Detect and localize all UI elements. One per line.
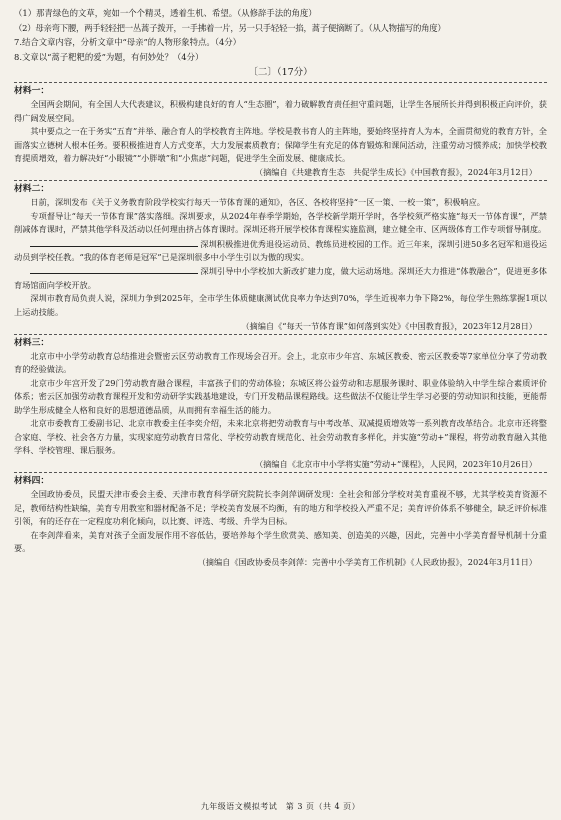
question-6-1: （1）那青绿色的文草，宛如一个个精灵，透着生机、希望。（从修辞手法的角度） <box>14 8 317 18</box>
material-2-paragraph: 专项督导让“每天一节体育课”落实落细。深圳要求，从2024年春季学期始，各学校新学期开学时，各学校须严格实施“每天一节体育课”，严禁削减体育课时，严禁其他学科及活动以任何理由挤占体育课时。深圳还将开展学校体育课程实施监测，建立健全市、区两级体育工作专项督导制度。 <box>14 210 547 235</box>
material-3-paragraph: 北京市少年宫开发了29门劳动教育融合课程，丰富孩子们的劳动体验；东城区将公益劳动和志愿服务课时、职业体验纳入中学生综合素质评价体系；密云区加强劳动教育课程开发和劳动研学实践基地建设，专门开发精品课程路线。这些做法不仅能让学生学习必要的劳动知识和技能，更能帮助学生形成健全人格和良好的思想道德品质，从而拥有幸福生活的能力。 <box>14 377 547 415</box>
divider <box>14 180 547 181</box>
material-1-source: （摘编自《共建教育生态 共促学生成长》《中国教育报》，2024年3月12日） <box>254 167 537 178</box>
material-2-blank-paragraph <box>14 264 547 292</box>
material-4 <box>14 474 547 569</box>
material-4-paragraph: 全国政协委员，民盟天津市委会主委、天津市教育科学研究院院长李剑萍调研发现：全社会和部分学校对美育重视不够，尤其学校美育资源不足，教师结构性缺编，美育专用教室和器材配备不足；学校美育发展不均衡，有的地方和学校投入严重不足；美育评价体系不够健全，缺乏评价标准引领，有的还存在一定程度功利化倾向，以比赛、评选、考级、升学为目标。 <box>14 489 547 527</box>
material-2-paragraph-text: 深圳引导中小学校加大新改扩建力度，做大运动场地。深圳还大力推进“体教融合”，促进更多体育场馆面向学校开放。 <box>14 266 547 290</box>
material-2-paragraph: 深圳市教育局负责人说，深圳力争到2025年，全市学生体质健康测试优良率力争达到70%，学生近视率力争下降2%，每位学生熟练掌握1项以上运动技能。 <box>14 293 547 317</box>
material-1-paragraph: 其中要点之一在于务实“五育”并举、融合育人的学校教育主阵地。学校是教书育人的主阵地，要始终坚持育人为本，全面贯彻党的教育方针，全面落实立德树人根本任务。要积极推进育人方式变革，大力发展素质教育；保障学生有充足的体育锻炼和课间活动，注重劳动习惯养成；加快学校教育提质增效，着力解决好“小眼镜”“小胖墩”和“小焦虑”问题，促进学生全面发展、健康成长。 <box>14 126 547 163</box>
material-2-title: 材料二： <box>14 184 50 195</box>
section-title: 〔二〕（17分） <box>248 67 313 79</box>
material-3-paragraph: 北京市中小学劳动教育总结推进会暨密云区劳动教育工作现场会召开。会上，北京市少年宫、东城区教委、密云区教委等7家单位分享了劳动教育的经验做法。 <box>14 351 547 375</box>
material-4-source: （摘编自《国政协委员李剑萍：完善中小学美育工作机制》《人民政协报》，2024年3月11日） <box>197 557 537 568</box>
page-footer: 九年级语文模拟考试 第 3 页（共 4 页） <box>200 802 361 811</box>
question-8: 8.文章以“蒿子粑粑的爱”为题，有何妙处？（4分） <box>14 51 204 62</box>
material-1 <box>14 84 547 179</box>
material-1-title: 材料一： <box>14 86 50 97</box>
answer-blank[interactable] <box>30 264 198 274</box>
material-3-title: 材料三： <box>14 338 50 349</box>
material-4-title: 材料四： <box>14 476 50 487</box>
divider <box>14 334 547 335</box>
material-2-paragraph: 日前，深圳发布《关于义务教育阶段学校实行每天一节体育课的通知》，各区、各校将坚持“一区一策、一校一策”，积极响应。 <box>30 197 485 208</box>
question-6-2: （2）母亲弯下腰，两手轻轻把一丛蒿子拨开，一手拂着一片，另一只手轻轻一掐，蒿子便摘断了。（从人物描写的角度） <box>14 22 446 33</box>
material-3 <box>14 336 547 471</box>
questions-block <box>14 6 547 64</box>
answer-blank[interactable] <box>30 237 198 247</box>
divider <box>14 82 547 83</box>
material-2-source: （摘编自《“每天一节体育课”如何落到实处》《中国教育报》，2023年12月28日） <box>241 321 537 332</box>
material-4-paragraph: 在李剑萍看来，美育对孩子全面发展作用不容低估，要培养每个学生欣赏美、感知美、创造美的兴趣，因此，完善中小学美育督导机制十分重要。 <box>14 529 547 553</box>
question-7: 7.结合文章内容，分析文章中“母亲”的人物形象特点。（4分） <box>14 37 242 48</box>
material-3-source: （摘编自《北京市中小学将实施“劳动+”课程》，人民网，2023年10月26日） <box>254 459 537 470</box>
material-1-paragraph: 全国两会期间，有全国人大代表建议，积极构建良好的育人“生态圈”，着力破解教育责任担守重问题，让学生各展所长并得到积极正向评价，获得广阔发展空间。 <box>14 99 547 123</box>
material-3-paragraph: 北京市委教育工委副书记、北京市教委主任李奕介绍，未来北京将把劳动教育与中考改革、双减提质增效等一系列教育改革结合。北京市还将整合家庭、学校、社会各方力量，实现家庭劳动教育日常化、学校劳动教育规范化、社会劳动教育多样化，并实施“劳动+”课程，将劳动教育融入其他学科、学校管理、课后服务。 <box>14 418 547 455</box>
material-2-paragraph-text: 深圳积极推进优秀退役运动员、教练员进校园的工作。近三年来，深圳引进50多名冠军和退役运动员到学校任教。“我的体育老师是冠军”已是深圳很多中小学生引以为傲的现实。 <box>14 238 547 263</box>
material-2 <box>14 182 547 333</box>
divider <box>14 472 547 473</box>
material-2-blank-paragraph <box>14 237 547 265</box>
